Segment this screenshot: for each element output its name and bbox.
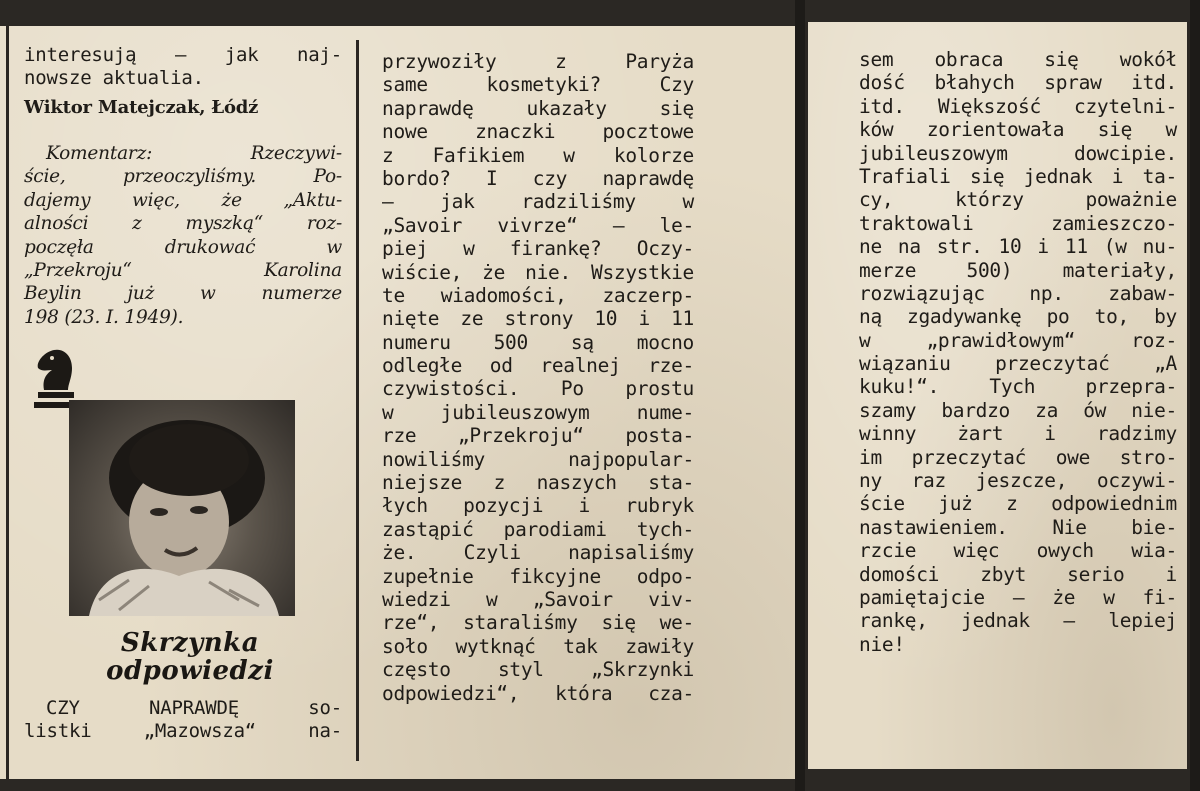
text-line: ście już z odpowiednim xyxy=(859,492,1177,516)
editorial-comment xyxy=(24,142,342,329)
text-line: same kosmetyki? Czy xyxy=(382,73,694,97)
column-c xyxy=(859,48,1177,656)
section-heading-line-1: Skrzynka xyxy=(120,628,260,658)
text-line: często styl „Skrzynki xyxy=(382,658,694,682)
text-line: te wiadomości, zaczerp- xyxy=(382,283,694,307)
column-rule-middle xyxy=(356,40,359,761)
comment-line: 198 (23. I. 1949). xyxy=(24,306,184,328)
text-line: w jubileuszowym nume- xyxy=(382,400,694,424)
text-line: piej w firankę? Oczy- xyxy=(382,237,694,261)
scan-top-edge xyxy=(805,0,1190,22)
scan-top-edge xyxy=(0,0,795,26)
text-line: rozwiązując np. zabaw- xyxy=(859,281,1177,305)
text-line: nięte ze strony 10 i 11 xyxy=(382,307,694,331)
scan-bottom-edge xyxy=(0,779,795,791)
text-line: rze „Przekroju“ posta- xyxy=(382,424,694,448)
text-line: nie! xyxy=(859,632,905,656)
text-line: listki „Mazowsza“ na- xyxy=(24,720,342,743)
text-line: nastawieniem. Nie bie- xyxy=(859,515,1177,539)
text-line: ków zorientowała się w xyxy=(859,118,1177,142)
text-line: wiście, że nie. Wszystkie xyxy=(382,260,694,284)
section-heading-line-2: odpowiedzi xyxy=(106,656,274,686)
text-line: cy, którzy poważnie xyxy=(859,188,1177,212)
text-line: czywistości. Po prostu xyxy=(382,377,694,401)
portrait-photo xyxy=(69,400,295,616)
text-line: szamy bardzo za ów nie- xyxy=(859,398,1177,422)
text-line: sem obraca się wokół xyxy=(859,48,1177,71)
comment-line: dajemy więc, że „Aktu- xyxy=(24,189,342,211)
text-line: odpowiedzi“, która cza- xyxy=(382,681,694,705)
text-line: z Fafikiem w kolorze xyxy=(382,143,694,167)
signature-line: Wiktor Matejczak, Łódź xyxy=(24,97,259,118)
text-line: przywoziły z Paryża xyxy=(382,50,694,73)
column-a xyxy=(24,44,342,91)
woman-portrait-image xyxy=(69,400,295,616)
text-line: nowsze aktualia. xyxy=(24,67,204,90)
column-a-bottom xyxy=(24,697,342,744)
text-line: wiązaniu przeczytać „A xyxy=(859,352,1177,376)
scan-bottom-edge xyxy=(805,769,1190,791)
column-rule-left xyxy=(805,22,808,769)
text-line: ne na str. 10 i 11 (w nu- xyxy=(859,235,1177,259)
text-line: im przeczytać owe stro- xyxy=(859,445,1177,469)
text-line: itd. Większość czytelni- xyxy=(859,94,1177,118)
text-line: domości zbyt serio i xyxy=(859,562,1177,586)
text-line: traktowali zamieszczo- xyxy=(859,211,1177,235)
text-line: pamiętajcie — że w fi- xyxy=(859,585,1177,609)
comment-line: poczęła drukować w xyxy=(24,236,342,258)
text-line: nowe znaczki pocztowe xyxy=(382,120,694,144)
comment-line: „Przekroju“ Karolina xyxy=(24,259,342,281)
column-rule-right xyxy=(1187,22,1190,769)
text-line: merze 500) materiały, xyxy=(859,258,1177,282)
text-line: wiedzi w „Savoir viv- xyxy=(382,587,694,611)
column-b xyxy=(382,50,694,705)
comment-line: ście, przeoczyliśmy. Po- xyxy=(24,166,342,188)
text-line: soło wytknąć tak zawiły xyxy=(382,634,694,658)
text-line: CZY NAPRAWDĘ so- xyxy=(46,697,342,719)
text-line: zupełnie fikcyjne odpo- xyxy=(382,564,694,588)
text-line: rzcie więc owych wia- xyxy=(859,539,1177,563)
text-line: zastąpić parodiami tych- xyxy=(382,517,694,541)
text-line: ny raz jeszcze, oczywi- xyxy=(859,469,1177,493)
text-line: dość błahych spraw itd. xyxy=(859,71,1177,95)
text-line: kuku!“. Tych przepra- xyxy=(859,375,1177,399)
text-line: „Savoir vivrze“ — le- xyxy=(382,213,694,237)
text-line: łych pozycji i rubryk xyxy=(382,494,694,518)
text-line: — jak radziliśmy w xyxy=(382,190,694,214)
column-rule-left xyxy=(6,26,9,779)
text-line: bordo? I czy naprawdę xyxy=(382,166,694,190)
text-line: interesują — jak naj- xyxy=(24,44,342,66)
text-line: rze“, staraliśmy się we- xyxy=(382,611,694,635)
text-line: nowiliśmy najpopular- xyxy=(382,447,694,471)
newspaper-scan-right xyxy=(805,0,1190,791)
text-line: rankę, jednak — lepiej xyxy=(859,609,1177,633)
text-line: numeru 500 są mocno xyxy=(382,330,694,354)
text-line: naprawdę ukazały się xyxy=(382,96,694,120)
comment-line: Komentarz: Rzeczywi- xyxy=(46,143,342,164)
text-line: jubileuszowym dowcipie. xyxy=(859,141,1177,165)
text-line: winny żart i radzimy xyxy=(859,422,1177,446)
text-line: w „prawidłowym“ roz- xyxy=(859,328,1177,352)
text-line: ną zgadywankę po to, by xyxy=(859,305,1177,329)
letter-signature xyxy=(24,96,342,119)
text-line: że. Czyli napisaliśmy xyxy=(382,541,694,565)
text-line: niejsze z naszych sta- xyxy=(382,471,694,495)
text-line: Trafiali się jednak i ta- xyxy=(859,164,1177,188)
text-line: odległe od realnej rze- xyxy=(382,354,694,378)
comment-line: Beylin już w numerze xyxy=(24,283,342,305)
comment-line: alności z myszką“ roz- xyxy=(24,213,342,235)
